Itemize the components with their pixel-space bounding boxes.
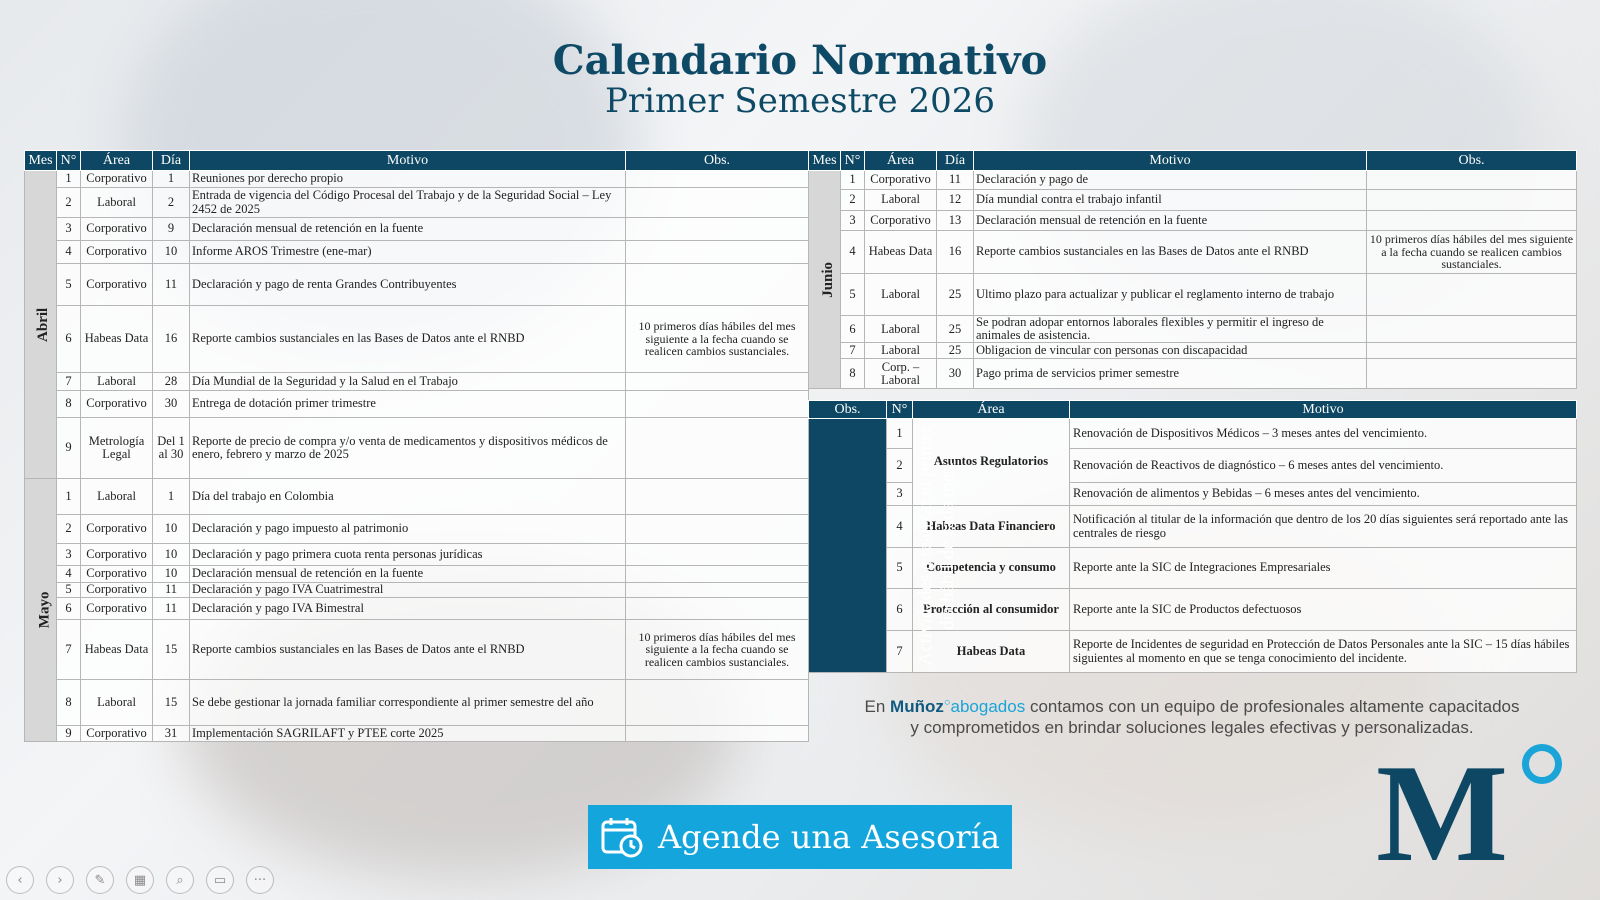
cell-area: Corporativo [81,515,153,544]
table-row [809,211,1577,231]
cell-n: 8 [841,359,865,389]
cell-motivo: Reporte cambios sustanciales en las Bases de Datos ante el RNBD [190,620,626,680]
cell-dia: 30 [153,391,190,418]
cell-n: 2 [841,190,865,211]
page-subtitle: Primer Semestre 2026 [604,81,996,121]
cell-motivo: Reporte ante la SIC de Integraciones Empresariales [1070,548,1577,589]
cell-obs: 10 primeros días hábiles del mes siguiente a la fecha cuando se realicen cambios sustanciales. [1367,231,1577,274]
tagline-prefix: En [864,697,886,716]
cell-motivo: Renovación de alimentos y Bebidas – 6 meses antes del vencimiento. [1070,483,1577,506]
month-label-cell [809,171,841,389]
cell-n: 6 [57,598,81,620]
prev-icon[interactable]: ‹ [6,866,34,894]
cell-n: 1 [841,171,865,190]
header-mes: Mes [809,151,841,171]
cell-n: 4 [57,566,81,583]
cell-motivo: Reuniones por derecho propio [190,171,626,188]
cell-area: Metrología Legal [81,418,153,479]
cell-n: 9 [57,418,81,479]
cell-n: 8 [57,680,81,726]
tagline-line-1 [808,696,1576,717]
month-label-cell [25,479,57,742]
cell-obs [1367,171,1577,190]
cell-n: 3 [887,483,913,506]
cell-area: Corporativo [81,726,153,742]
cell-motivo: Día Mundial de la Seguridad y la Salud en el Trabajo [190,373,626,391]
cell-motivo: Declaración y pago de renta Grandes Contribuyentes [190,264,626,306]
cell-dia: 28 [153,373,190,391]
tagline [808,696,1576,739]
cell-area: Corporativo [81,264,153,306]
table-row [25,680,809,726]
cell-obs [626,680,809,726]
calendar-clock-icon [600,815,644,859]
cell-n: 1 [57,479,81,515]
zoom-icon[interactable]: ⌕ [166,866,194,894]
pen-icon[interactable]: ✎ [86,866,114,894]
cell-motivo: Entrada de vigencia del Código Procesal del Trabajo y de la Seguridad Social – Ley 2452 de 2025 [190,188,626,218]
header-motivo: Motivo [974,151,1367,171]
cell-obs [1367,316,1577,343]
company-logo [1376,736,1576,891]
cell-n: 3 [841,211,865,231]
cell-obs [626,583,809,598]
cell-area: Laboral [81,373,153,391]
cell-motivo: Notificación al titular de la información que dentro de los 20 días siguientes será reportado ante las centrales de riesgo [1070,506,1577,548]
subtitles-icon[interactable]: ▭ [206,866,234,894]
table-row [25,418,809,479]
month-label: Mayo [36,591,53,629]
cell-dia: 30 [937,359,974,389]
cell-area: Laboral [865,343,937,359]
cell-motivo: Entrega de dotación primer trimestre [190,391,626,418]
cell-dia: 16 [153,306,190,373]
cell-motivo: Reporte cambios sustanciales en las Bases de Datos ante el RNBD [190,306,626,373]
title-block [0,37,1600,121]
cell-obs: 10 primeros días hábiles del mes siguiente a la fecha cuando se realicen cambios sustanciales. [626,620,809,680]
calendar-table-april-may [24,150,809,742]
header-n: N° [841,151,865,171]
cell-dia: 10 [153,241,190,264]
table-row [25,241,809,264]
cell-motivo: Declaración mensual de retención en la fuente [974,211,1367,231]
cell-area: Laboral [865,274,937,316]
table-row [809,231,1577,274]
cell-area: Habeas Data Financiero [913,506,1070,548]
cell-n: 6 [57,306,81,373]
cell-n: 4 [57,241,81,264]
cell-obs [626,171,809,188]
act-header-n: N° [887,401,913,419]
cell-area: Corporativo [865,171,937,190]
act-header-obs: Obs. [809,401,887,419]
cell-dia: 2 [153,188,190,218]
cell-area: Habeas Data [81,306,153,373]
layout-icon[interactable]: ▦ [126,866,154,894]
cell-n: 9 [57,726,81,742]
activities-table [808,400,1577,673]
cell-dia: 25 [937,316,974,343]
header-area: Área [81,151,153,171]
table-row [809,274,1577,316]
table-header-row [809,151,1577,171]
cell-obs [1367,211,1577,231]
cell-area: Laboral [81,188,153,218]
cell-obs [626,188,809,218]
cell-dia: 11 [153,264,190,306]
cell-dia: 16 [937,231,974,274]
month-label: Abril [35,307,52,342]
month-label: Junio [820,261,837,298]
cell-n: 3 [57,544,81,566]
cell-dia: 10 [153,544,190,566]
header-dia: Día [937,151,974,171]
table-row [25,515,809,544]
cell-area: Corporativo [81,566,153,583]
tagline-line-2: y comprometidos en brindar soluciones legales efectivas y personalizadas. [910,718,1474,738]
table-row [25,726,809,742]
cell-dia: 25 [937,343,974,359]
brand-name-b: abogados [950,697,1026,716]
cell-obs [626,566,809,583]
cell-motivo: Reporte cambios sustanciales en las Bases de Datos ante el RNBD [974,231,1367,274]
cell-n: 7 [887,631,913,673]
table-row [25,566,809,583]
month-label-cell [25,171,57,479]
cell-dia: 1 [153,171,190,188]
cell-obs [626,726,809,742]
cell-n: 7 [57,620,81,680]
cell-motivo: Obligacion de vincular con personas con discapacidad [974,343,1367,359]
cell-motivo: Declaración mensual de retención en la fuente [190,566,626,583]
header-dia: Día [153,151,190,171]
table-row [809,419,1577,449]
cell-area: Competencia y consumo [913,548,1070,589]
cell-motivo: Declaración y pago impuesto al patrimonio [190,515,626,544]
table-row [809,316,1577,343]
table-row [809,343,1577,359]
cell-motivo: Declaración mensual de retención en la fuente [190,218,626,241]
brand-ring-icon: ○ [943,696,951,709]
table-row [25,264,809,306]
cell-obs [1367,274,1577,316]
cell-dia: 31 [153,726,190,742]
cell-motivo: Renovación de Dispositivos Médicos – 3 meses antes del vencimiento. [1070,419,1577,449]
header-obs: Obs. [626,151,809,171]
cell-obs [626,515,809,544]
logo-letter: M [1376,736,1509,891]
cell-area: Laboral [81,680,153,726]
cell-obs [626,598,809,620]
table-row [25,598,809,620]
cell-area: Asuntos Regulatorios [913,419,1070,506]
cell-area: Corporativo [81,598,153,620]
header-area: Área [865,151,937,171]
cell-area: Corporativo [81,391,153,418]
cell-obs [1367,359,1577,389]
table-row [809,190,1577,211]
cell-area: Habeas Data [865,231,937,274]
table-row [25,188,809,218]
table-row [25,218,809,241]
next-icon[interactable]: › [46,866,74,894]
cell-motivo: Declaración y pago IVA Bimestral [190,598,626,620]
cell-motivo: Día mundial contra el trabajo infantil [974,190,1367,211]
schedule-consultation-button[interactable] [588,805,1012,869]
header-obs: Obs. [1367,151,1577,171]
cell-dia: 15 [153,620,190,680]
cell-obs: 10 primeros días hábiles del mes siguiente a la fecha cuando se realicen cambios sustanciales. [626,306,809,373]
cell-obs [626,479,809,515]
cell-area: Corporativo [81,583,153,598]
cell-dia: 1 [153,479,190,515]
cell-dia: 10 [153,566,190,583]
cell-n: 5 [887,548,913,589]
brand-name-a: Muñoz [890,697,944,716]
cell-obs [626,373,809,391]
table-row [809,171,1577,190]
logo-ring-icon [1522,744,1562,784]
header-n: N° [57,151,81,171]
act-header-area: Área [913,401,1070,419]
cell-n: 2 [887,449,913,483]
cell-motivo: Implementación SAGRILAFT y PTEE corte 2025 [190,726,626,742]
cell-area: Habeas Data [913,631,1070,673]
cell-area: Corporativo [81,171,153,188]
cell-n: 8 [57,391,81,418]
tagline-line-1-rest: contamos con un equipo de profesionales altamente capacitados [1029,697,1520,716]
cell-n: 4 [841,231,865,274]
cell-area: Corporativo [81,241,153,264]
activities-label: Actividades a realizar el primer día hábil de cada mes. [915,425,958,666]
cell-motivo: Ultimo plazo para actualizar y publicar el reglamento interno de trabajo [974,274,1367,316]
table-row [25,306,809,373]
cell-n: 2 [57,515,81,544]
cell-n: 3 [57,218,81,241]
table-row [25,620,809,680]
cell-n: 1 [57,171,81,188]
cell-area: Corporativo [865,211,937,231]
cell-motivo: Se podran adopar entornos laborales flexibles y permitir el ingreso de animales de asistencia. [974,316,1367,343]
cell-motivo: Se debe gestionar la jornada familiar correspondiente al primer semestre del año [190,680,626,726]
cell-n: 5 [57,264,81,306]
cell-obs [626,241,809,264]
cell-dia: 11 [153,598,190,620]
cell-motivo: Declaración y pago de [974,171,1367,190]
table-row [25,391,809,418]
cell-obs [1367,343,1577,359]
cell-dia: 12 [937,190,974,211]
cell-motivo: Día del trabajo en Colombia [190,479,626,515]
cell-obs [626,418,809,479]
table-row [809,359,1577,389]
cell-motivo: Informe AROS Trimestre (ene-mar) [190,241,626,264]
cell-area: Corporativo [81,544,153,566]
cell-n: 4 [887,506,913,548]
cell-dia: 11 [153,583,190,598]
presentation-toolbar [6,866,274,894]
cell-area: Habeas Data [81,620,153,680]
cell-area: Corp. – Laboral [865,359,937,389]
cell-dia: 25 [937,274,974,316]
header-motivo: Motivo [190,151,626,171]
table-row [25,479,809,515]
cell-motivo: Declaración y pago primera cuota renta personas jurídicas [190,544,626,566]
cell-n: 7 [57,373,81,391]
more-icon[interactable]: ··· [246,866,274,894]
calendar-table-june [808,150,1577,389]
cell-area: Laboral [865,190,937,211]
activities-header-row [809,401,1577,419]
cell-dia: 13 [937,211,974,231]
table-row [25,544,809,566]
cell-motivo: Renovación de Reactivos de diagnóstico – 6 meses antes del vencimiento. [1070,449,1577,483]
schedule-consultation-label: Agende una Asesoría [658,818,1000,856]
cell-n: 1 [887,419,913,449]
table-row [25,171,809,188]
cell-motivo: Reporte de Incidentes de seguridad en Protección de Datos Personales ante la SIC – 15 días hábiles siguientes al momento en que se tenga conocimiento del incidente. [1070,631,1577,673]
cell-obs [626,544,809,566]
table-row [25,373,809,391]
table-header-row [25,151,809,171]
act-header-motivo: Motivo [1070,401,1577,419]
cell-n: 7 [841,343,865,359]
cell-obs [626,218,809,241]
cell-n: 2 [57,188,81,218]
cell-dia: 10 [153,515,190,544]
activities-label-cell [809,419,958,673]
cell-area: Laboral [865,316,937,343]
cell-dia: 15 [153,680,190,726]
cell-n: 6 [841,316,865,343]
page-title: Calendario Normativo [552,37,1048,84]
cell-dia: 9 [153,218,190,241]
cell-obs [626,264,809,306]
header-mes: Mes [25,151,57,171]
cell-motivo: Pago prima de servicios primer semestre [974,359,1367,389]
cell-dia: Del 1 al 30 [153,418,190,479]
table-row [25,583,809,598]
cell-motivo: Reporte ante la SIC de Productos defectuosos [1070,589,1577,631]
cell-motivo: Reporte de precio de compra y/o venta de medicamentos y dispositivos médicos de enero, febrero y marzo de 2025 [190,418,626,479]
cell-dia: 11 [937,171,974,190]
cell-obs [1367,190,1577,211]
cell-area: Protección al consumidor [913,589,1070,631]
cell-n: 5 [57,583,81,598]
cell-area: Laboral [81,479,153,515]
cell-n: 5 [841,274,865,316]
cell-motivo: Declaración y pago IVA Cuatrimestral [190,583,626,598]
cell-obs [626,391,809,418]
cell-area: Corporativo [81,218,153,241]
cell-n: 6 [887,589,913,631]
